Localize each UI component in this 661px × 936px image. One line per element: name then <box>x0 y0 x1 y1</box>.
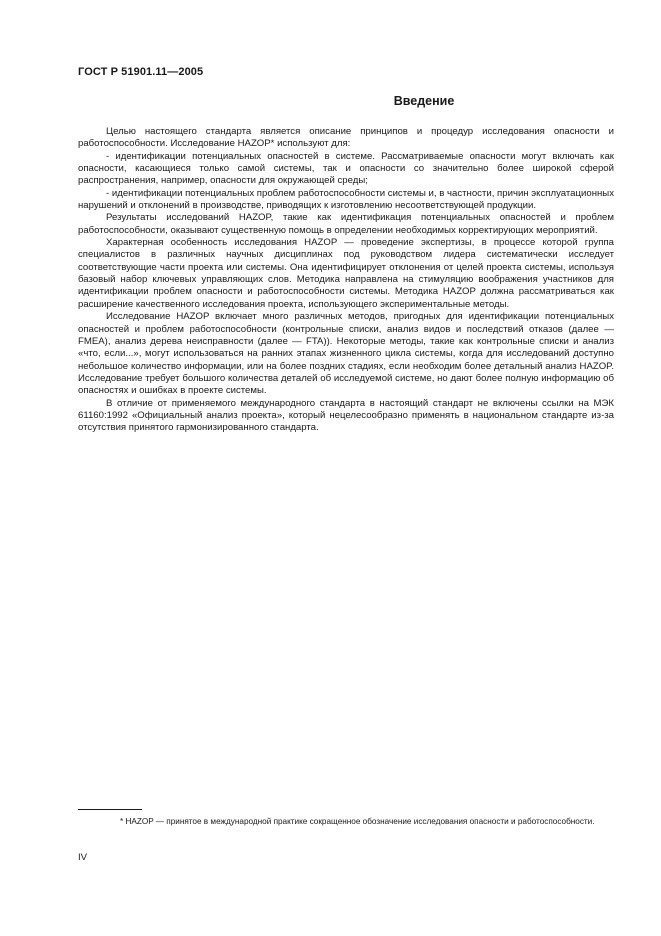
page-number: IV <box>78 852 88 863</box>
paragraph-purpose: Целью настоящего стандарта является описание принципов и процедур исследования опасности и работоспособности. Исследование HAZOP* используют для: <box>78 126 614 150</box>
section-title-wrapper <box>78 94 614 108</box>
section-title: Введение <box>393 94 455 108</box>
footnote-divider <box>78 809 142 810</box>
paragraph-operability-list-item: - идентификации потенциальных проблем работоспособности системы и, в частности, причин эксплуатационных нарушений и отклонений в производстве, приводящих к изготовлению несоответствующей продукции. <box>78 187 614 212</box>
footnote: * HAZOP — принятое в международной практике сокращенное обозначение исследования опасности и работоспособности. <box>120 817 595 826</box>
body-text <box>78 126 614 435</box>
paragraph-characteristic: Характерная особенность исследования HAZOP — проведение экспертизы, в процессе которой группа специалистов в различных научных дисциплинах под руководством лидера систематически исследует соответствующие части проекта или системы. Она идентифицирует отклонения от целей проекта системы, используя базовый набор ключевых управляющих слов. Методика направлена на стимуляцию воображения участников для идентификации проблем опасности и работоспособности системы. Методика HAZOP должна рассматриваться как расширение качественного исследования проекта, использующего экспериментальные методы. <box>78 237 614 310</box>
paragraph-difference: В отличие от применяемого международного стандарта в настоящий стандарт не включены ссылки на МЭК 61160:1992 «Официальный анализ проекта», который нецелесообразно применять в национальном стандарте из-за отсутствия принятого гармонизированного стандарта. <box>78 397 614 434</box>
paragraph-results: Результаты исследований HAZOP, такие как идентификация потенциальных опасностей и проблем работоспособности, оказывают существенную помощь в определении необходимых корректирующих мероприятий. <box>78 212 614 236</box>
paragraph-hazards-list-item: - идентификации потенциальных опасностей в системе. Рассматриваемые опасности могут включать как опасности, касающиеся только самой системы, так и опасности со значительно более широкой сферой распространения, например, опасности для окружающей среды; <box>78 150 614 187</box>
paragraph-methods: Исследование HAZOP включает много различных методов, пригодных для идентификации потенциальных опасностей и проблем работоспособности (контрольные списки, анализ видов и последствий отказов (далее — FMEA), анализ дерева неисправности (далее — FTA)). Некоторые методы, такие как контрольные списки и анализ «что, если...», могут использоваться на ранних этапах жизненного цикла системы, когда для исследований доступно небольшое количество информации, или на более поздних стадиях, если необходим более детальный анализ HAZOP. Исследование требует большого количества деталей об исследуемой системе, но дают более полную информацию об опасностях и ошибках в проекте системы. <box>78 311 614 397</box>
document-id-header: ГОСТ Р 51901.11—2005 <box>78 66 204 78</box>
